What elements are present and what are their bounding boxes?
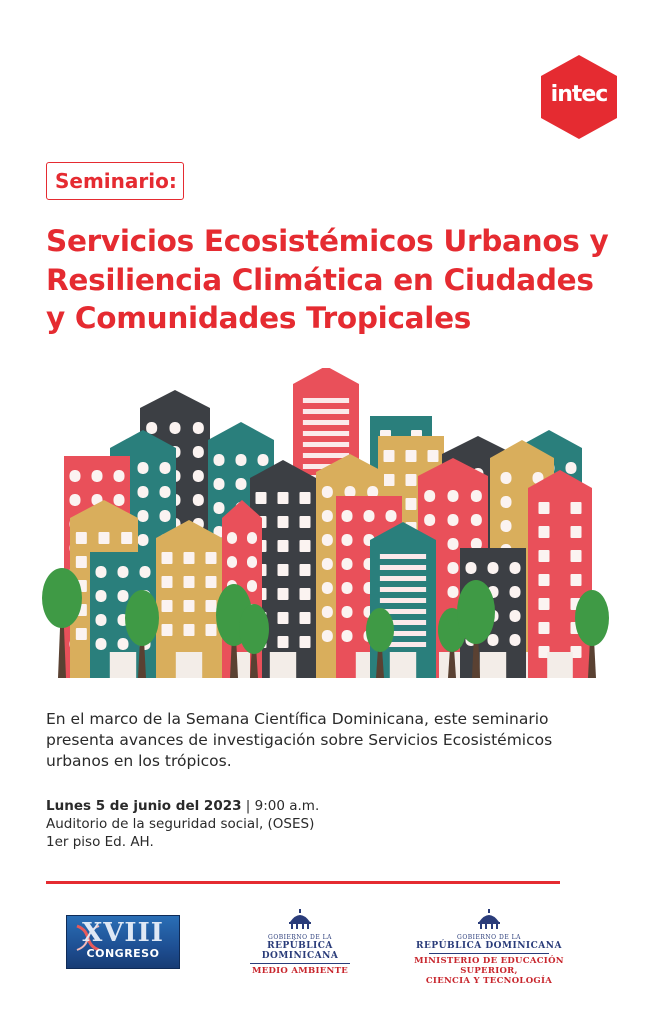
city-skyline-icon	[40, 368, 610, 678]
event-venue: Auditorio de la seguridad social, (OSES)	[46, 816, 315, 832]
ministry-label: MEDIO AMBIENTE	[251, 966, 348, 976]
page-title	[46, 222, 616, 338]
congreso-logo	[66, 915, 180, 969]
event-datetime	[46, 797, 566, 815]
description-line-1: En el marco de la Semana Científica Dominicana, este seminario	[46, 710, 549, 728]
description-line-2: presenta avances de investigación sobre Servicios Ecosistémicos	[46, 731, 553, 749]
ministry-label-line-1: MINISTERIO DE EDUCACIÓN SUPERIOR,	[414, 956, 564, 976]
building-red-right	[528, 470, 592, 678]
title-line-2: Resiliencia Climática en Ciudades	[46, 262, 594, 297]
event-time: | 9:00 a.m.	[241, 798, 320, 814]
event-floor: 1er piso Ed. AH.	[46, 834, 154, 850]
congreso-word: CONGRESO	[86, 947, 160, 960]
mescyt-logo	[414, 908, 564, 986]
description	[46, 709, 566, 772]
logo-text: intec	[550, 82, 608, 107]
medio-ambiente-logo	[236, 908, 364, 976]
ministry-label-line-2: CIENCIA Y TECNOLOGÍA	[425, 976, 553, 986]
description-line-3: urbanos en los trópicos.	[46, 752, 232, 770]
event-date: Lunes 5 de junio del 2023	[46, 798, 242, 814]
title-line-3: y Comunidades Tropicales	[46, 301, 472, 335]
building-gold-front-mid	[156, 520, 222, 678]
republica-label: REPÚBLICA DOMINICANA	[416, 941, 562, 951]
republica-label: REPÚBLICA DOMINICANA	[261, 941, 339, 961]
gov-divider	[429, 953, 549, 954]
government-dome-icon	[476, 908, 502, 930]
intec-logo	[541, 55, 617, 139]
gov-divider	[250, 963, 350, 964]
gov-label: GOBIERNO DE LA	[457, 934, 521, 941]
government-dome-icon	[287, 908, 313, 930]
title-line-1: Servicios Ecosistémicos Urbanos y	[46, 224, 609, 258]
event-type-tag: Seminario:	[46, 162, 184, 200]
city-skyline-illustration	[40, 368, 610, 678]
congreso-numeral: XVIII	[82, 918, 164, 948]
gov-label: GOBIERNO DE LA	[268, 934, 332, 941]
divider	[46, 881, 560, 884]
event-details	[46, 797, 566, 851]
